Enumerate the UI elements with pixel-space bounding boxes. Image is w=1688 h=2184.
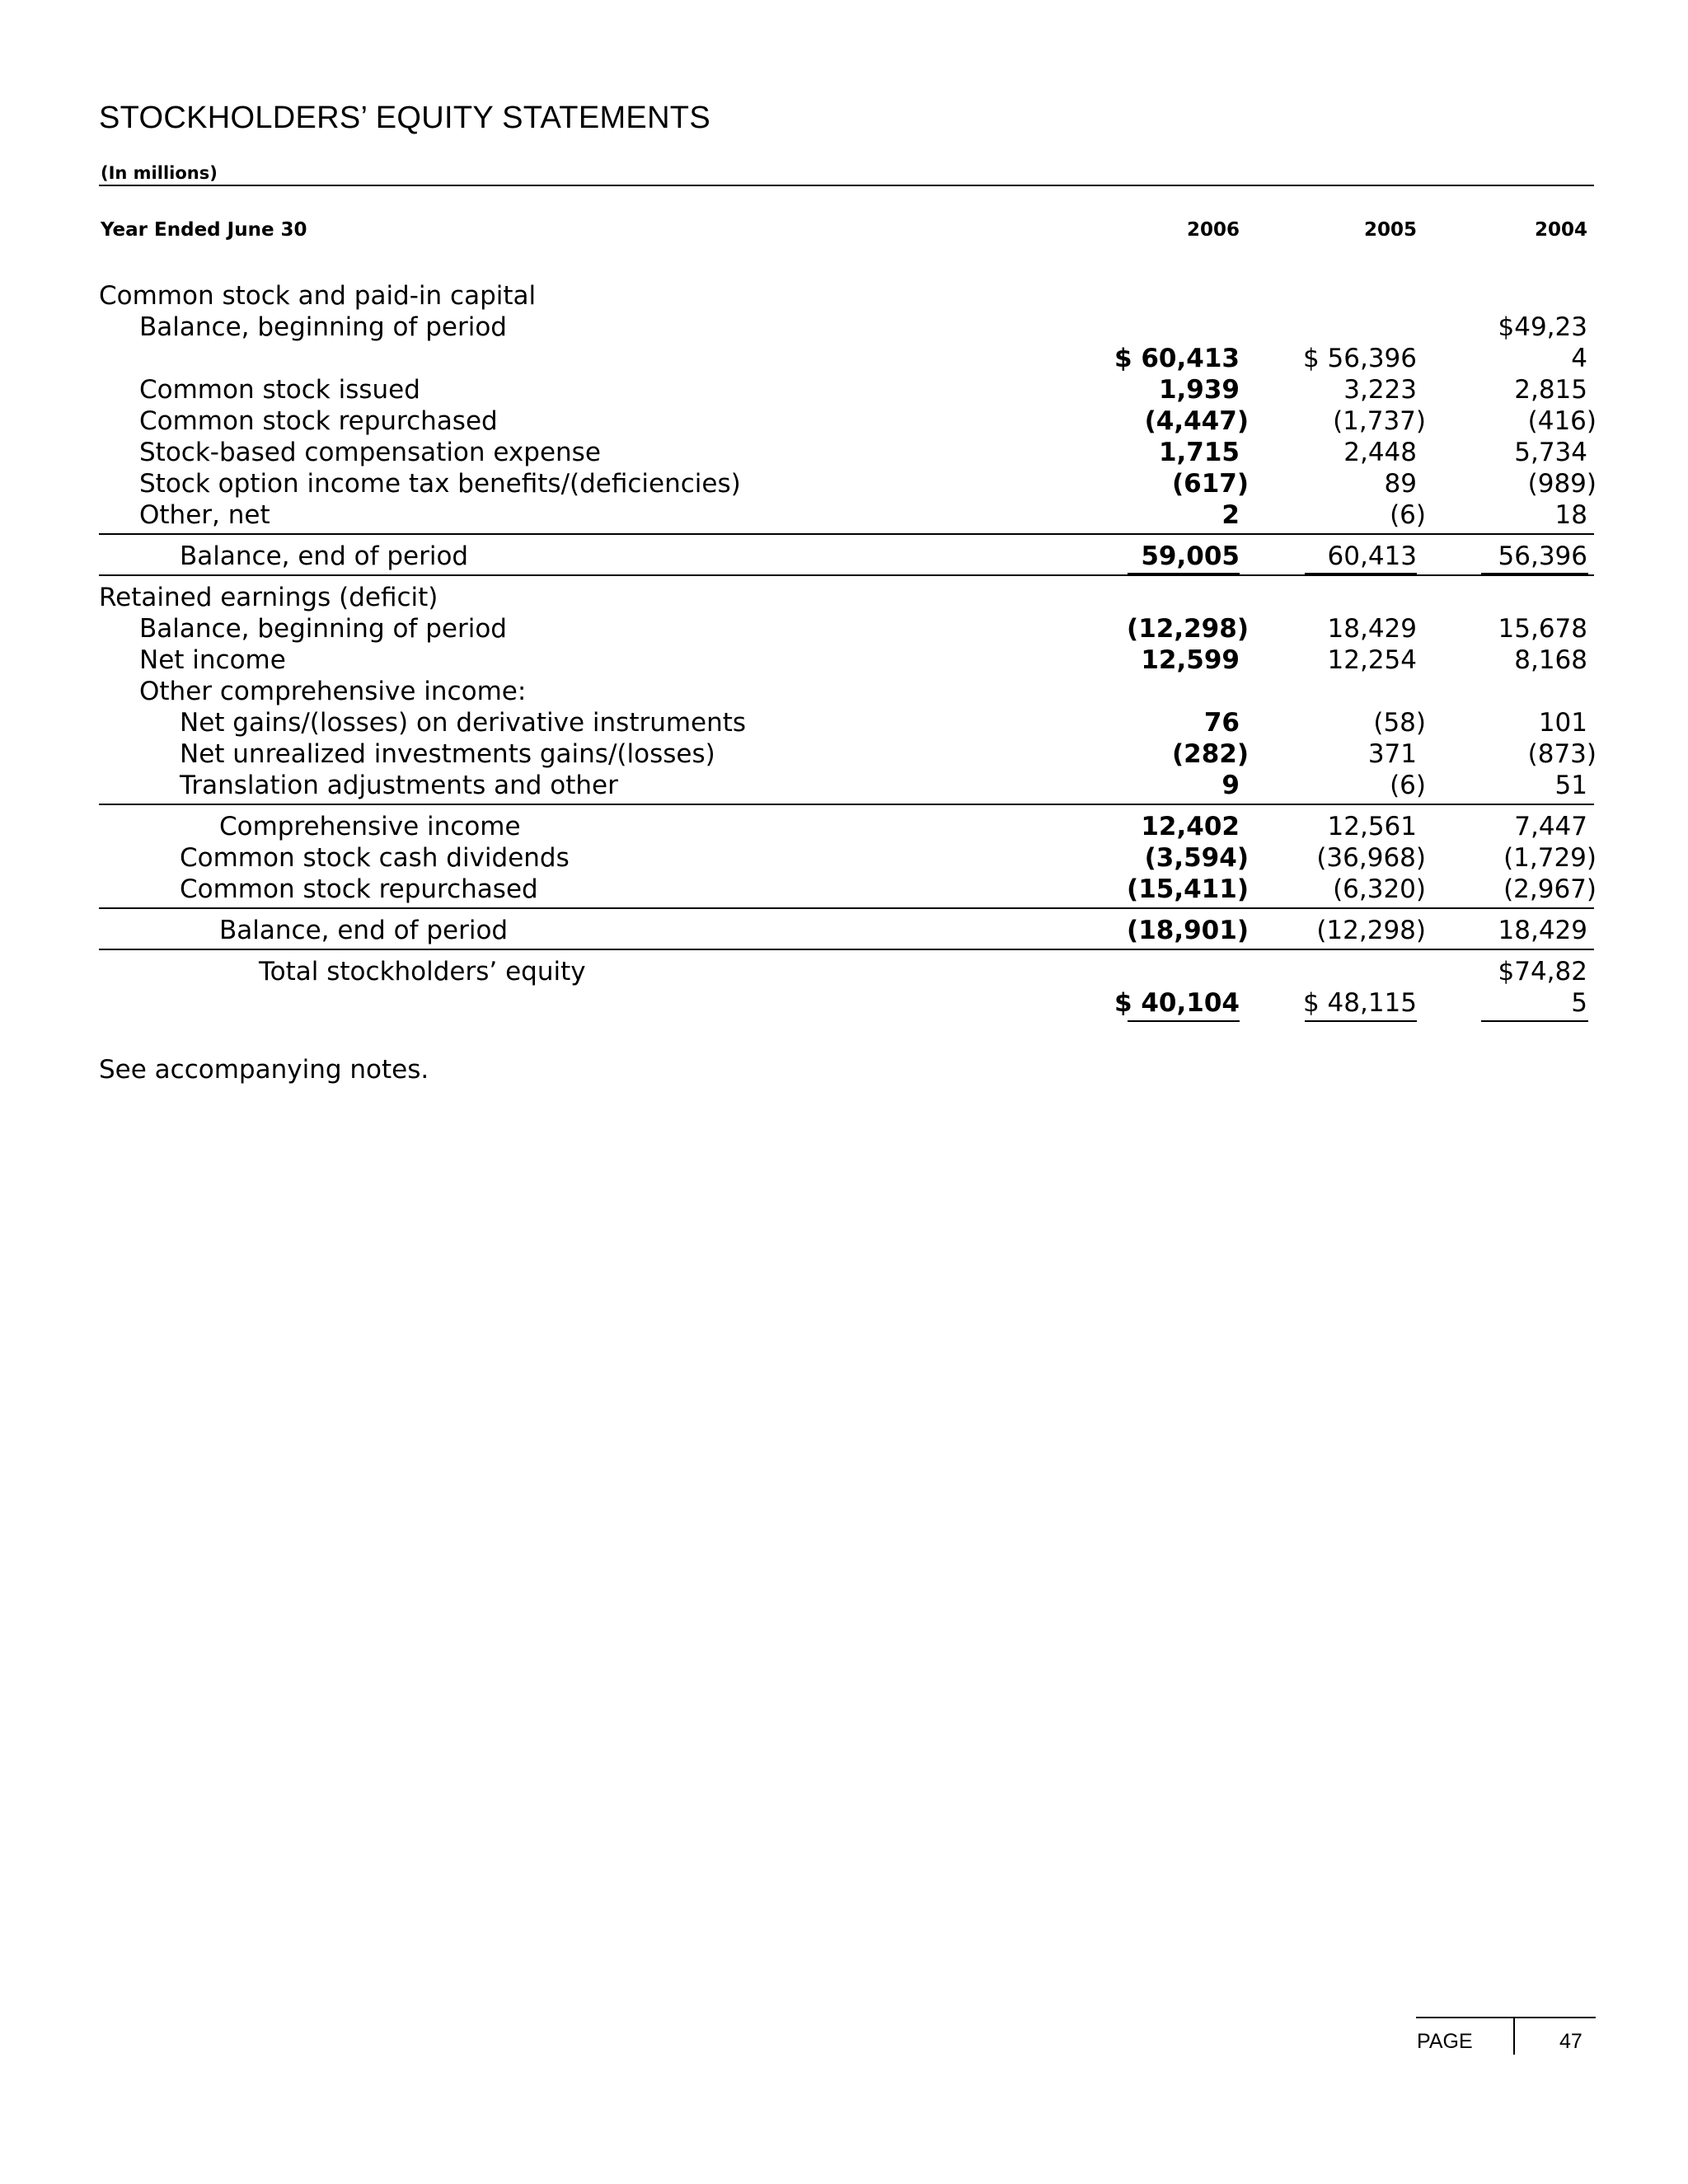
value-2006: $ 60,413 [1114,344,1240,373]
table-row [0,707,1688,738]
value-2005: 12,561 [1327,812,1417,841]
value-2005: 89 [1384,469,1417,499]
value-2004: 5,734 [1514,438,1587,467]
table-row [0,468,1688,499]
value-2006: (4,447) [1144,406,1249,436]
table-row [0,499,1688,531]
value-2006: 1,715 [1158,438,1240,467]
value-2004: (416) [1527,406,1597,436]
table-row [0,842,1688,874]
row-label: Balance, end of period [219,916,509,945]
value-2005: 18,429 [1327,614,1417,644]
row-label: Balance, end of period [180,541,469,571]
value-2004: $74,82 [1498,957,1587,987]
value-2006: 9 [1221,771,1240,800]
year-2004-header: 2004 [1534,219,1587,241]
table-row-total [0,956,1688,987]
value-2006: 2 [1221,500,1240,530]
value-2004: 56,396 [1498,541,1587,571]
value-2004: $49,23 [1498,312,1587,342]
table-row [0,811,1688,842]
value-2004: 8,168 [1514,645,1587,675]
unit-note: (In millions) [101,163,218,183]
column-underline [1481,573,1588,574]
row-label: Balance, beginning of period [139,614,507,644]
value-2005: (36,968) [1316,843,1426,873]
value-2005: $ 56,396 [1302,344,1417,373]
table-row [0,312,1688,343]
value-2006: (617) [1171,469,1249,499]
row-label: Common stock issued [139,375,420,405]
page-box-divider [1513,2017,1515,2055]
value-2005: 371 [1367,739,1417,769]
year-2006-header: 2006 [1186,219,1240,241]
subtotal-rule [99,907,1594,909]
value-2005: (12,298) [1316,916,1426,945]
value-2006: $ 40,104 [1114,988,1240,1018]
row-label: Net gains/(losses) on derivative instruments [180,708,747,738]
row-label: Balance, beginning of period [139,312,507,342]
total-underline-2006 [1128,1020,1240,1022]
table-row [0,405,1688,437]
value-2004: 101 [1538,708,1587,738]
value-2006: 1,939 [1158,375,1240,405]
value-2005: 12,254 [1327,645,1417,675]
table-row-total-values [0,987,1688,1019]
value-2004: 15,678 [1498,614,1587,644]
row-label: Stock option income tax benefits/(deficiencies) [139,469,741,499]
column-underline [1128,573,1240,574]
footnote: See accompanying notes. [99,1055,429,1085]
year-header-label: Year Ended June 30 [101,219,307,241]
page-box-rule [1416,2017,1596,2018]
table-row [0,738,1688,770]
section-heading-common-stock [0,280,1688,312]
value-2006: 59,005 [1141,541,1240,571]
page-label: PAGE [1417,2030,1473,2053]
row-label: Stock-based compensation expense [139,438,601,467]
header-rule [99,185,1594,186]
row-label: Common stock repurchased [139,406,498,436]
value-2006: (15,411) [1127,874,1249,904]
section-heading-label: Common stock and paid-in capital [99,281,537,311]
value-2004: 18 [1554,500,1587,530]
table-row [0,770,1688,801]
value-2006: (12,298) [1127,614,1249,644]
value-2006: (3,594) [1144,843,1249,873]
table-row [0,874,1688,905]
section-heading-label: Retained earnings (deficit) [99,583,438,612]
year-2005-header: 2005 [1363,219,1417,241]
row-label: Common stock repurchased [180,874,538,904]
section-rule [99,574,1594,576]
value-2005: (1,737) [1333,406,1426,436]
page-number: 47 [1559,2030,1582,2053]
total-underline-2005 [1305,1020,1417,1022]
value-2004: 2,815 [1514,375,1587,405]
row-label: Other comprehensive income: [139,677,527,706]
subtotal-rule [99,533,1594,535]
value-2006: 12,599 [1141,645,1240,675]
table-row [0,613,1688,644]
section-heading-retained-earnings [0,582,1688,613]
row-label: Net unrealized investments gains/(losses) [180,739,715,769]
row-label: Comprehensive income [219,812,521,841]
table-row [0,343,1688,374]
column-underline [1305,573,1417,574]
value-2004: (989) [1527,469,1597,499]
value-2004: (873) [1527,739,1597,769]
page-title: STOCKHOLDERS’ EQUITY STATEMENTS [99,101,710,135]
subtotal-rule [99,804,1594,805]
table-row [0,374,1688,405]
value-2005: 2,448 [1343,438,1417,467]
value-2005: (6) [1390,771,1426,800]
value-2004: 51 [1554,771,1587,800]
value-2005: (58) [1373,708,1426,738]
row-label: Common stock cash dividends [180,843,570,873]
row-label: Total stockholders’ equity [259,957,586,987]
value-2004-wrap: 4 [1571,344,1587,373]
table-row [0,915,1688,946]
row-label: Translation adjustments and other [180,771,618,800]
value-2004-wrap: 5 [1571,988,1587,1018]
total-underline-2004 [1481,1020,1588,1022]
table-row [0,541,1688,572]
value-2006: 76 [1203,708,1240,738]
value-2005: 3,223 [1343,375,1417,405]
value-2005: (6,320) [1333,874,1426,904]
value-2006: (282) [1171,739,1249,769]
value-2004: (2,967) [1503,874,1597,904]
value-2004: 18,429 [1498,916,1587,945]
table-row [0,437,1688,468]
value-2006: 12,402 [1141,812,1240,841]
row-label: Net income [139,645,286,675]
value-2004: (1,729) [1503,843,1597,873]
value-2005: 60,413 [1327,541,1417,571]
value-2006: (18,901) [1127,916,1249,945]
subsection-heading-other-ci [0,676,1688,707]
table-row [0,644,1688,676]
value-2005: (6) [1390,500,1426,530]
value-2005: $ 48,115 [1302,988,1417,1018]
row-label: Other, net [139,500,270,530]
section-rule [99,949,1594,950]
value-2004: 7,447 [1514,812,1587,841]
